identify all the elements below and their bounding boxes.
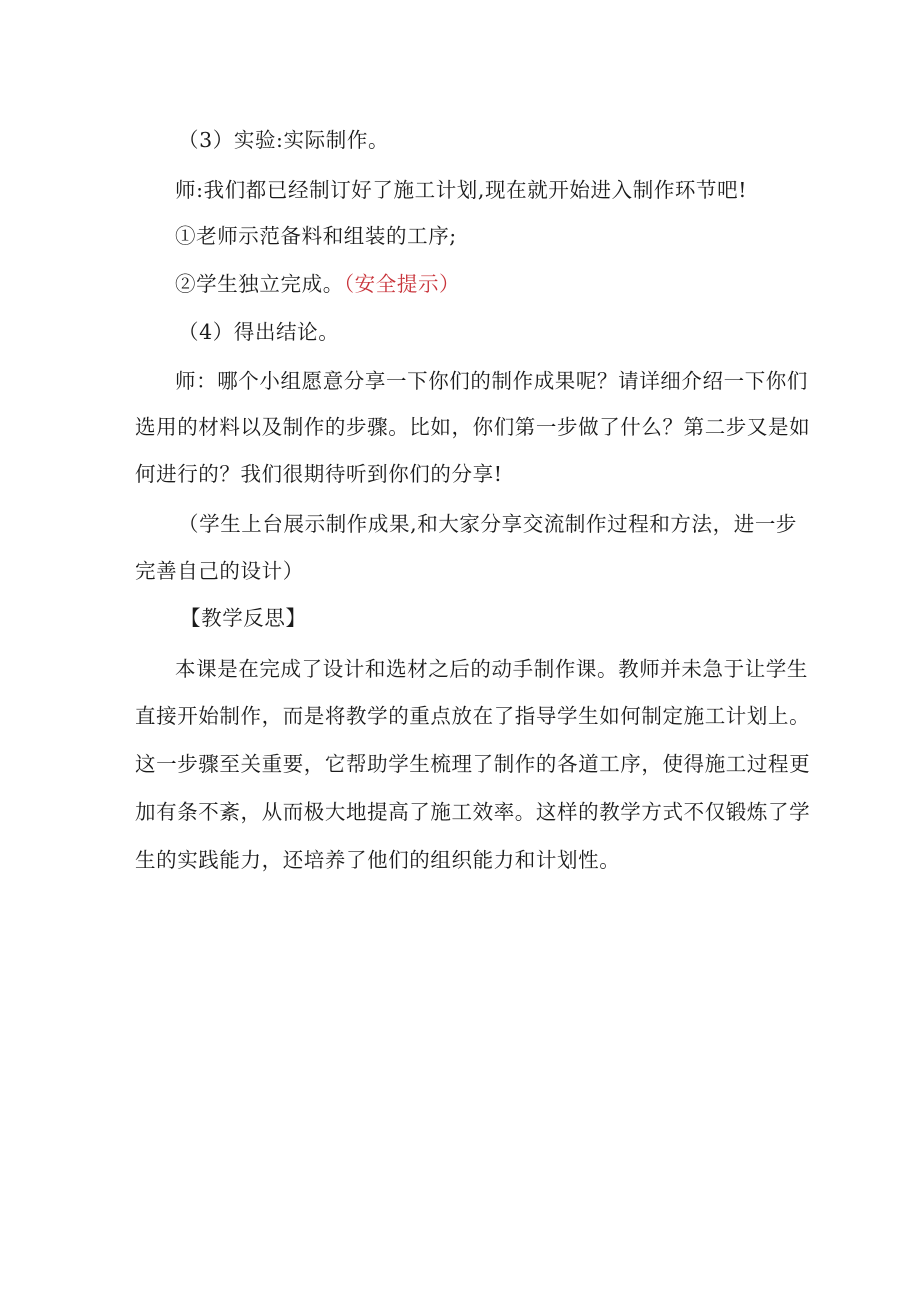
teacher-line-1: 师:我们都已经制订好了施工计划,现在就开始进入制作环节吧! — [175, 178, 748, 202]
reflection-line: 本课是在完成了设计和选材之后的动手制作课。教师并未急于让学生 — [175, 657, 808, 681]
safety-note: （安全提示） — [343, 272, 461, 296]
reflection-line: 这一步骤至关重要，它帮助学生梳理了制作的各道工序，使得施工过程更 — [135, 752, 811, 776]
teacher-line-2: 师：哪个小组愿意分享一下你们的制作成果呢？请详细介绍一下你们 — [175, 369, 808, 393]
student-activity-line: （学生上台展示制作成果,和大家分享交流制作过程和方法，进一步 — [178, 512, 798, 536]
reflection-line: 加有条不紊，从而极大地提高了施工效率。这样的教学方式不仅锻炼了学 — [135, 800, 811, 824]
step-4-heading: （4）得出结论。 — [178, 320, 340, 344]
paragraph-line: 完善自己的设计） — [135, 559, 304, 583]
paragraph-line: 何进行的？我们很期待听到你们的分享! — [135, 462, 503, 486]
reflection-line: 生的实践能力，还培养了他们的组织能力和计划性。 — [135, 848, 621, 872]
step-item-2-text: ②学生独立完成。 — [175, 272, 344, 296]
step-item-1: ①老师示范备料和组装的工序; — [175, 224, 457, 248]
step-item-2 — [175, 270, 460, 298]
step-3-heading: （3）实验:实际制作。 — [178, 128, 390, 152]
paragraph-line: 选用的材料以及制作的步骤。比如，你们第一步做了什么？第二步又是如 — [135, 415, 811, 439]
reflection-heading: 【教学反思】 — [180, 606, 307, 630]
reflection-line: 直接开始制作，而是将教学的重点放在了指导学生如何制定施工计划上。 — [135, 704, 811, 728]
